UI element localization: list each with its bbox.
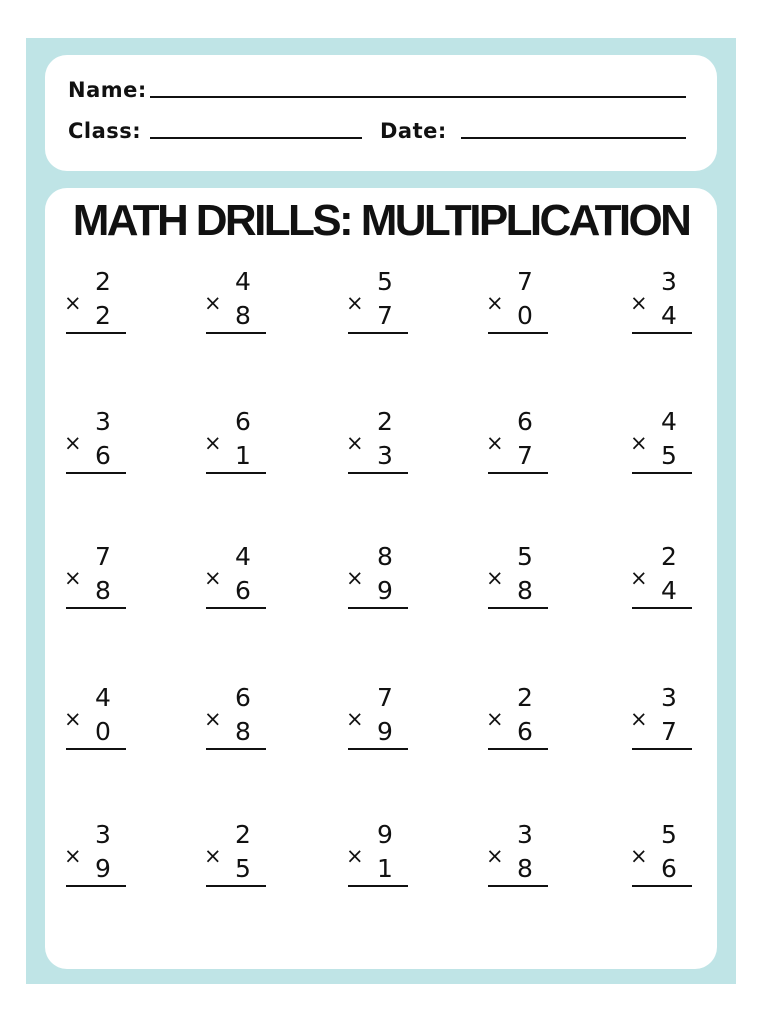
problem-r4-c5 — [630, 684, 702, 756]
multiplicand: 8 — [377, 542, 393, 571]
answer-line[interactable] — [348, 885, 408, 887]
multiplicand: 2 — [517, 683, 533, 712]
times-sign: × — [486, 431, 504, 455]
times-sign: × — [346, 291, 364, 315]
problem-r1-c3 — [346, 268, 418, 340]
date-label: Date: — [380, 119, 447, 143]
answer-line[interactable] — [348, 748, 408, 750]
multiplicand: 6 — [235, 683, 251, 712]
multiplicand: 5 — [517, 542, 533, 571]
multiplicand: 3 — [661, 683, 677, 712]
multiplier: 1 — [377, 854, 393, 883]
multiplier: 6 — [517, 717, 533, 746]
times-sign: × — [204, 431, 222, 455]
multiplier: 6 — [235, 576, 251, 605]
times-sign: × — [630, 707, 648, 731]
multiplicand: 7 — [377, 683, 393, 712]
multiplier: 6 — [95, 441, 111, 470]
class-field[interactable] — [150, 137, 362, 139]
multiplier: 7 — [377, 301, 393, 330]
name-label: Name: — [68, 78, 147, 102]
answer-line[interactable] — [488, 472, 548, 474]
answer-line[interactable] — [632, 748, 692, 750]
multiplicand: 5 — [377, 267, 393, 296]
times-sign: × — [486, 844, 504, 868]
multiplicand: 7 — [517, 267, 533, 296]
times-sign: × — [64, 707, 82, 731]
multiplicand: 3 — [95, 407, 111, 436]
problem-r1-c1 — [64, 268, 136, 340]
multiplier: 8 — [517, 576, 533, 605]
problem-r2-c2 — [204, 408, 276, 480]
problem-r3-c2 — [204, 543, 276, 615]
multiplicand: 3 — [517, 820, 533, 849]
name-field[interactable] — [150, 96, 686, 98]
times-sign: × — [346, 707, 364, 731]
problem-r4-c3 — [346, 684, 418, 756]
times-sign: × — [630, 844, 648, 868]
problem-r4-c1 — [64, 684, 136, 756]
class-label: Class: — [68, 119, 142, 143]
problem-r1-c2 — [204, 268, 276, 340]
multiplier: 7 — [661, 717, 677, 746]
times-sign: × — [630, 291, 648, 315]
problem-r4-c4 — [486, 684, 558, 756]
times-sign: × — [64, 291, 82, 315]
multiplicand: 2 — [95, 267, 111, 296]
times-sign: × — [346, 431, 364, 455]
problem-r3-c5 — [630, 543, 702, 615]
multiplier: 4 — [661, 301, 677, 330]
problem-r3-c4 — [486, 543, 558, 615]
date-field[interactable] — [461, 137, 686, 139]
problem-r2-c1 — [64, 408, 136, 480]
problem-r3-c3 — [346, 543, 418, 615]
times-sign: × — [64, 431, 82, 455]
problem-r3-c1 — [64, 543, 136, 615]
multiplicand: 4 — [661, 407, 677, 436]
times-sign: × — [486, 566, 504, 590]
multiplier: 8 — [235, 717, 251, 746]
multiplier: 4 — [661, 576, 677, 605]
student-info-card — [45, 55, 717, 171]
answer-line[interactable] — [348, 332, 408, 334]
answer-line[interactable] — [66, 748, 126, 750]
multiplier: 9 — [377, 717, 393, 746]
answer-line[interactable] — [348, 607, 408, 609]
answer-line[interactable] — [66, 332, 126, 334]
multiplier: 8 — [95, 576, 111, 605]
problem-r2-c3 — [346, 408, 418, 480]
answer-line[interactable] — [632, 472, 692, 474]
multiplier: 5 — [235, 854, 251, 883]
multiplicand: 2 — [235, 820, 251, 849]
multiplicand: 4 — [95, 683, 111, 712]
multiplicand: 2 — [661, 542, 677, 571]
answer-line[interactable] — [348, 472, 408, 474]
times-sign: × — [204, 291, 222, 315]
multiplicand: 4 — [235, 267, 251, 296]
times-sign: × — [204, 844, 222, 868]
multiplicand: 6 — [517, 407, 533, 436]
times-sign: × — [630, 566, 648, 590]
answer-line[interactable] — [206, 885, 266, 887]
problem-r5-c3 — [346, 821, 418, 893]
problem-r5-c5 — [630, 821, 702, 893]
multiplier: 6 — [661, 854, 677, 883]
answer-line[interactable] — [632, 607, 692, 609]
answer-line[interactable] — [488, 332, 548, 334]
times-sign: × — [486, 707, 504, 731]
problem-r5-c2 — [204, 821, 276, 893]
times-sign: × — [346, 566, 364, 590]
times-sign: × — [64, 844, 82, 868]
times-sign: × — [204, 707, 222, 731]
multiplicand: 5 — [661, 820, 677, 849]
times-sign: × — [486, 291, 504, 315]
multiplier: 9 — [377, 576, 393, 605]
answer-line[interactable] — [206, 332, 266, 334]
multiplicand: 6 — [235, 407, 251, 436]
problem-r1-c5 — [630, 268, 702, 340]
multiplier: 7 — [517, 441, 533, 470]
problem-r5-c4 — [486, 821, 558, 893]
answer-line[interactable] — [206, 607, 266, 609]
answer-line[interactable] — [488, 748, 548, 750]
multiplier: 0 — [95, 717, 111, 746]
multiplicand: 3 — [95, 820, 111, 849]
answer-line[interactable] — [632, 332, 692, 334]
answer-line[interactable] — [632, 885, 692, 887]
multiplicand: 4 — [235, 542, 251, 571]
times-sign: × — [630, 431, 648, 455]
multiplicand: 9 — [377, 820, 393, 849]
problem-r2-c4 — [486, 408, 558, 480]
answer-line[interactable] — [488, 885, 548, 887]
multiplier: 3 — [377, 441, 393, 470]
multiplier: 2 — [95, 301, 111, 330]
problem-r1-c4 — [486, 268, 558, 340]
multiplier: 1 — [235, 441, 251, 470]
worksheet-title: MATH DRILLS: MULTIPLICATION — [72, 196, 690, 245]
multiplier: 0 — [517, 301, 533, 330]
answer-line[interactable] — [206, 748, 266, 750]
answer-line[interactable] — [488, 607, 548, 609]
problem-r4-c2 — [204, 684, 276, 756]
problem-r2-c5 — [630, 408, 702, 480]
multiplier: 8 — [235, 301, 251, 330]
multiplicand: 7 — [95, 542, 111, 571]
answer-line[interactable] — [66, 607, 126, 609]
multiplier: 8 — [517, 854, 533, 883]
problem-r5-c1 — [64, 821, 136, 893]
answer-line[interactable] — [66, 885, 126, 887]
multiplicand: 3 — [661, 267, 677, 296]
multiplicand: 2 — [377, 407, 393, 436]
answer-line[interactable] — [206, 472, 266, 474]
multiplier: 9 — [95, 854, 111, 883]
times-sign: × — [346, 844, 364, 868]
answer-line[interactable] — [66, 472, 126, 474]
multiplier: 5 — [661, 441, 677, 470]
times-sign: × — [64, 566, 82, 590]
times-sign: × — [204, 566, 222, 590]
